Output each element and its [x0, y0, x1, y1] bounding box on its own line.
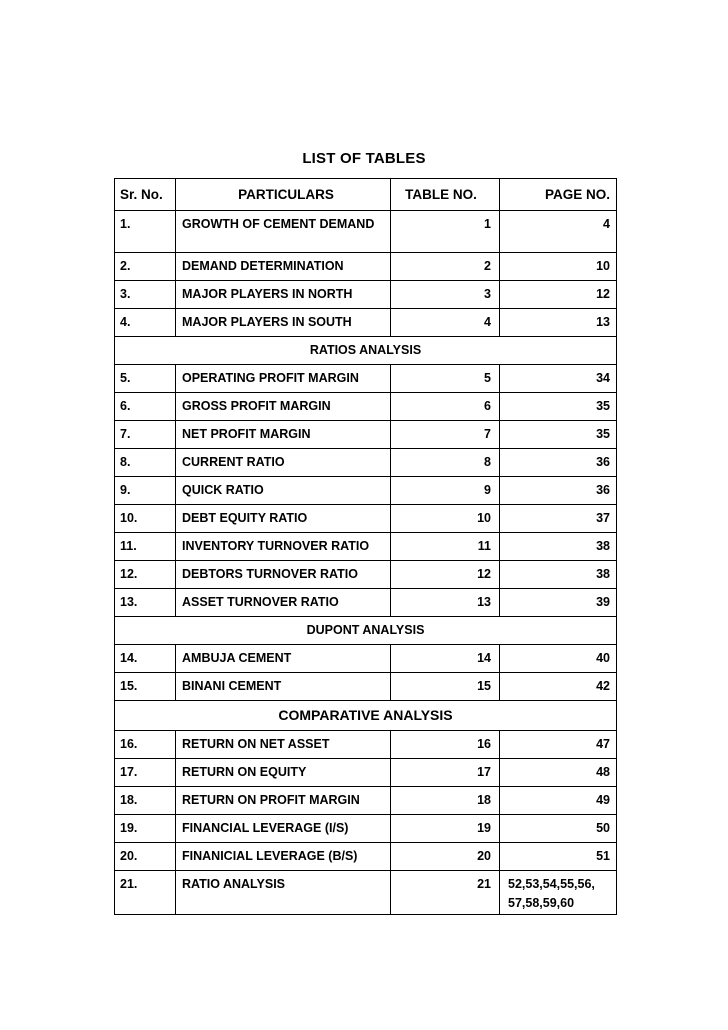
table-row: [115, 787, 617, 815]
sr-no-cell: 17.: [115, 759, 176, 787]
page-no-cell: 4: [500, 211, 617, 253]
page-no-cell: 39: [500, 589, 617, 617]
page-no-cell: 38: [500, 533, 617, 561]
table-no-cell: 14: [391, 645, 500, 673]
particulars-cell: QUICK RATIO: [176, 477, 391, 505]
list-of-tables: [114, 178, 617, 915]
section-header-row: [115, 701, 617, 731]
table-no-cell: 20: [391, 843, 500, 871]
page-no-cell: 51: [500, 843, 617, 871]
page-no-cell: 37: [500, 505, 617, 533]
table-no-cell: 8: [391, 449, 500, 477]
header-sr-no: Sr. No.: [115, 179, 176, 211]
sr-no-cell: 14.: [115, 645, 176, 673]
sr-no-cell: 6.: [115, 393, 176, 421]
particulars-cell: MAJOR PLAYERS IN NORTH: [176, 281, 391, 309]
table-row: [115, 505, 617, 533]
table-header-row: [115, 179, 617, 211]
page-no-cell: 34: [500, 365, 617, 393]
sr-no-cell: 8.: [115, 449, 176, 477]
table-row: [115, 253, 617, 281]
table-row: [115, 561, 617, 589]
page-no-cell: 40: [500, 645, 617, 673]
sr-no-cell: 10.: [115, 505, 176, 533]
table-row: [115, 815, 617, 843]
particulars-cell: DEBT EQUITY RATIO: [176, 505, 391, 533]
table-no-cell: 12: [391, 561, 500, 589]
sr-no-cell: 18.: [115, 787, 176, 815]
page-no-cell: 35: [500, 393, 617, 421]
table-row: [115, 871, 617, 915]
header-table-no: TABLE NO.: [391, 179, 500, 211]
particulars-cell: FINANICIAL LEVERAGE (B/S): [176, 843, 391, 871]
sr-no-cell: 9.: [115, 477, 176, 505]
table-row: [115, 421, 617, 449]
table-row: [115, 731, 617, 759]
particulars-cell: GROWTH OF CEMENT DEMAND: [176, 211, 391, 253]
particulars-cell: DEMAND DETERMINATION: [176, 253, 391, 281]
table-row: [115, 673, 617, 701]
particulars-cell: RATIO ANALYSIS: [176, 871, 391, 915]
page-no-cell: 10: [500, 253, 617, 281]
table-row: [115, 393, 617, 421]
table-no-cell: 15: [391, 673, 500, 701]
sr-no-cell: 3.: [115, 281, 176, 309]
particulars-cell: AMBUJA CEMENT: [176, 645, 391, 673]
table-row: [115, 211, 617, 253]
sr-no-cell: 11.: [115, 533, 176, 561]
page-no-cell: 36: [500, 477, 617, 505]
particulars-cell: GROSS PROFIT MARGIN: [176, 393, 391, 421]
table-no-cell: 18: [391, 787, 500, 815]
sr-no-cell: 20.: [115, 843, 176, 871]
table-no-cell: 21: [391, 871, 500, 915]
page-no-cell: 49: [500, 787, 617, 815]
table-no-cell: 5: [391, 365, 500, 393]
table-no-cell: 7: [391, 421, 500, 449]
table-no-cell: 16: [391, 731, 500, 759]
particulars-cell: DEBTORS TURNOVER RATIO: [176, 561, 391, 589]
particulars-cell: OPERATING PROFIT MARGIN: [176, 365, 391, 393]
section-header-row: [115, 337, 617, 365]
table-no-cell: 4: [391, 309, 500, 337]
header-page-no: PAGE NO.: [500, 179, 617, 211]
table-no-cell: 10: [391, 505, 500, 533]
table-no-cell: 1: [391, 211, 500, 253]
table-row: [115, 533, 617, 561]
table-row: [115, 281, 617, 309]
page-no-cell: 48: [500, 759, 617, 787]
sr-no-cell: 1.: [115, 211, 176, 253]
page-no-cell: 35: [500, 421, 617, 449]
particulars-cell: INVENTORY TURNOVER RATIO: [176, 533, 391, 561]
sr-no-cell: 4.: [115, 309, 176, 337]
page-no-cell: 47: [500, 731, 617, 759]
table-no-cell: 2: [391, 253, 500, 281]
particulars-cell: RETURN ON PROFIT MARGIN: [176, 787, 391, 815]
table-no-cell: 19: [391, 815, 500, 843]
table-row: [115, 589, 617, 617]
table-row: [115, 759, 617, 787]
particulars-cell: BINANI CEMENT: [176, 673, 391, 701]
table-row: [115, 477, 617, 505]
particulars-cell: MAJOR PLAYERS IN SOUTH: [176, 309, 391, 337]
section-title: DUPONT ANALYSIS: [115, 617, 617, 645]
table-no-cell: 17: [391, 759, 500, 787]
table-row: [115, 449, 617, 477]
page-no-cell: 52,53,54,55,56, 57,58,59,60: [500, 871, 617, 915]
sr-no-cell: 15.: [115, 673, 176, 701]
table-no-cell: 3: [391, 281, 500, 309]
page-no-cell: 13: [500, 309, 617, 337]
sr-no-cell: 2.: [115, 253, 176, 281]
page-no-cell: 12: [500, 281, 617, 309]
particulars-cell: ASSET TURNOVER RATIO: [176, 589, 391, 617]
sr-no-cell: 19.: [115, 815, 176, 843]
sr-no-cell: 16.: [115, 731, 176, 759]
header-particulars: PARTICULARS: [176, 179, 391, 211]
sr-no-cell: 5.: [115, 365, 176, 393]
table-row: [115, 645, 617, 673]
sr-no-cell: 7.: [115, 421, 176, 449]
particulars-cell: CURRENT RATIO: [176, 449, 391, 477]
page-title: LIST OF TABLES: [302, 150, 426, 167]
page-no-cell: 36: [500, 449, 617, 477]
sr-no-cell: 13.: [115, 589, 176, 617]
particulars-cell: NET PROFIT MARGIN: [176, 421, 391, 449]
table-no-cell: 9: [391, 477, 500, 505]
section-title: RATIOS ANALYSIS: [115, 337, 617, 365]
table-row: [115, 309, 617, 337]
table-no-cell: 13: [391, 589, 500, 617]
page-no-cell: 50: [500, 815, 617, 843]
sr-no-cell: 21.: [115, 871, 176, 915]
table-no-cell: 6: [391, 393, 500, 421]
sr-no-cell: 12.: [115, 561, 176, 589]
particulars-cell: FINANCIAL LEVERAGE (I/S): [176, 815, 391, 843]
particulars-cell: RETURN ON EQUITY: [176, 759, 391, 787]
table-row: [115, 843, 617, 871]
particulars-cell: RETURN ON NET ASSET: [176, 731, 391, 759]
page-no-cell: 42: [500, 673, 617, 701]
section-title: COMPARATIVE ANALYSIS: [115, 701, 617, 731]
section-header-row: [115, 617, 617, 645]
page-no-cell: 38: [500, 561, 617, 589]
table-row: [115, 365, 617, 393]
table-no-cell: 11: [391, 533, 500, 561]
